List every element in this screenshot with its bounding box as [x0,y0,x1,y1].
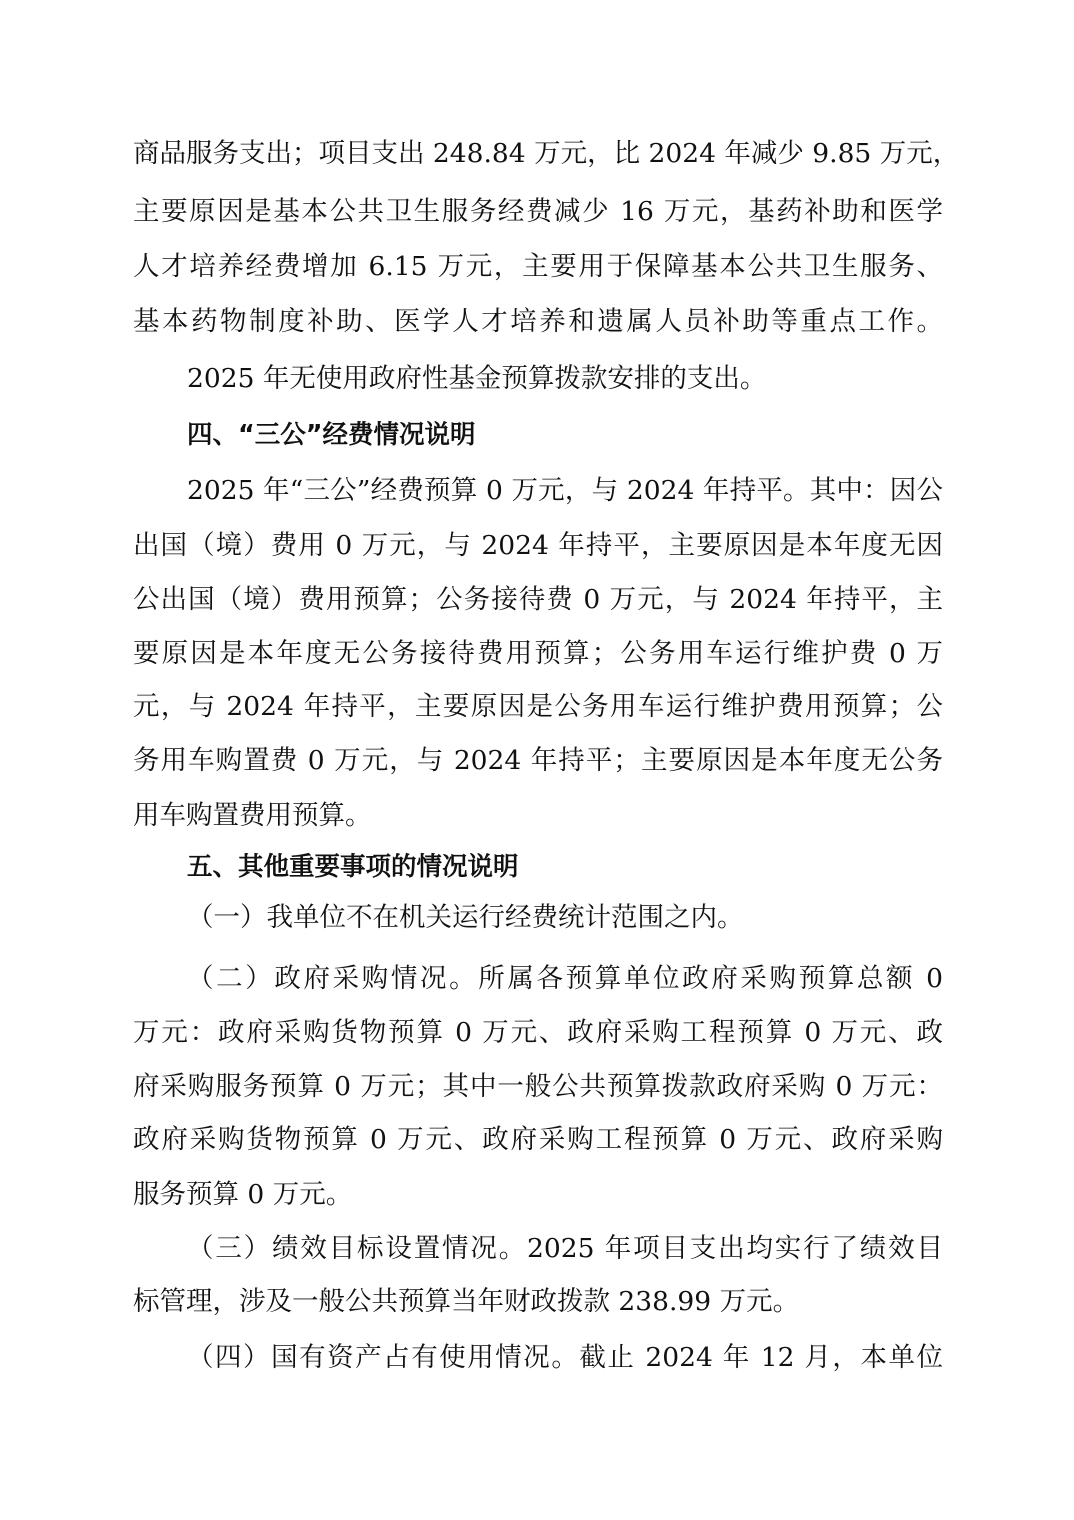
text-line: 用车购置费用预算。 [133,800,372,831]
text-line: 商品服务支出；项目支出 248.84 万元，比 2024 年减少 9.85 万元， [133,138,960,169]
text-line: 府采购服务预算 0 万元；其中一般公共预算拨款政府采购 0 万元： [133,1071,943,1102]
text-line: 人才培养经费增加 6.15 万元，主要用于保障基本公共卫生服务、 [133,251,943,282]
text-line: （一）我单位不在机关运行经费统计范围之内。 [187,902,744,933]
text-line: 标管理，涉及一般公共预算当年财政拨款 238.99 万元。 [133,1286,800,1317]
text-line: 万元：政府采购货物预算 0 万元、政府采购工程预算 0 万元、政 [133,1017,943,1048]
text-line: （四）国有资产占有使用情况。截止 2024 年 12 月，本单位 [187,1342,943,1373]
text-line: （二）政府采购情况。所属各预算单位政府采购预算总额 0 [187,963,943,994]
text-line: 主要原因是基本公共卫生服务经费减少 16 万元，基药补助和医学 [133,196,943,227]
text-line: 元，与 2024 年持平，主要原因是公务用车运行维护费用预算；公 [133,691,943,722]
section-heading: 五、其他重要事项的情况说明 [187,852,519,882]
text-line: 出国（境）费用 0 万元，与 2024 年持平，主要原因是本年度无因 [133,530,943,561]
text-line: 服务预算 0 万元。 [133,1179,353,1210]
text-line: 2025 年“三公”经费预算 0 万元，与 2024 年持平。其中：因公 [187,475,943,506]
text-line: 务用车购置费 0 万元，与 2024 年持平；主要原因是本年度无公务 [133,745,943,776]
text-line: （三）绩效目标设置情况。2025 年项目支出均实行了绩效目 [187,1233,943,1264]
text-line: 公出国（境）费用预算；公务接待费 0 万元，与 2024 年持平，主 [133,584,943,615]
text-line: 基本药物制度补助、医学人才培养和遗属人员补助等重点工作。 [133,306,943,337]
text-line: 2025 年无使用政府性基金预算拨款安排的支出。 [187,363,767,394]
text-line: 政府采购货物预算 0 万元、政府采购工程预算 0 万元、政府采购 [133,1124,943,1155]
section-heading: 四、“三公”经费情况说明 [187,420,476,450]
text-line: 要原因是本年度无公务接待费用预算；公务用车运行维护费 0 万 [133,638,943,669]
